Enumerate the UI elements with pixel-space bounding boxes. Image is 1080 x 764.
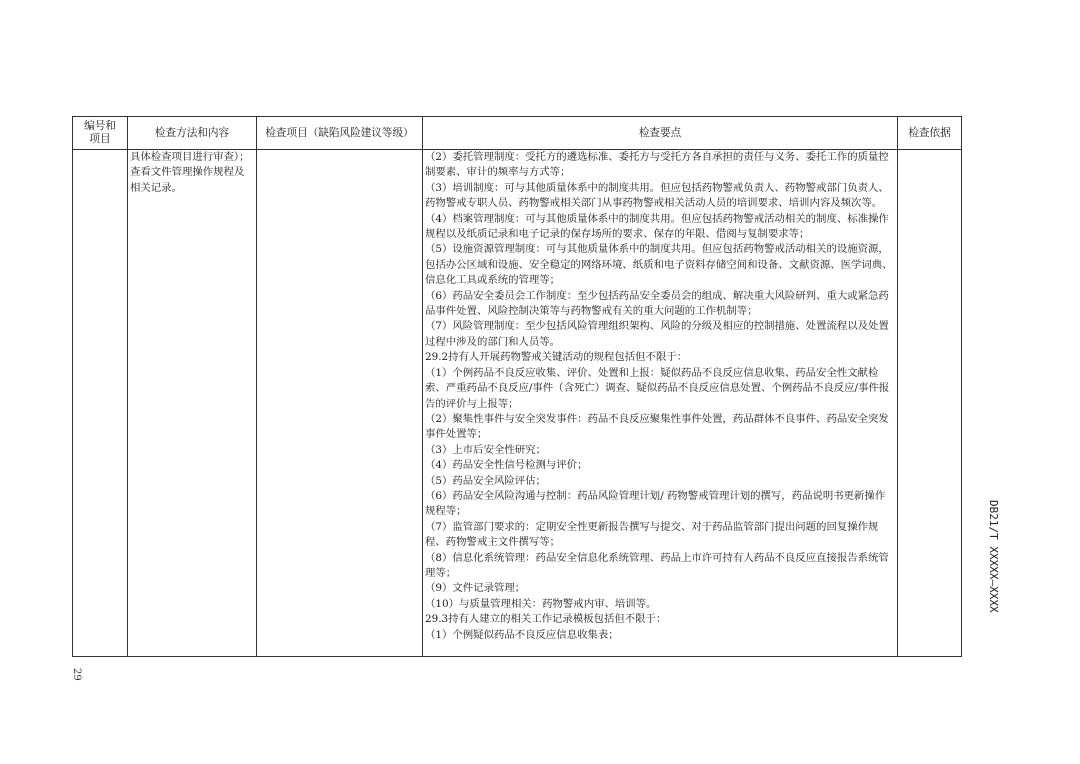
key-point: （4）档案管理制度：可与其他质量体系中的制度共用。但应包括药物警戒活动相关的制度、标准操作规程以及纸质记录和电子记录的保存场所的要求、保存的年限、借阅与复制要求等；	[425, 212, 889, 241]
cell-item	[257, 150, 423, 657]
key-point: （8）信息化系统管理：药品安全信息化系统管理、药品上市许可持有人药品不良反应直接报告系统管理等；	[425, 551, 889, 579]
inspection-table	[72, 116, 962, 657]
header-key-points: 检查要点	[423, 117, 898, 150]
key-point: （3）上市后安全性研究；	[425, 443, 546, 456]
key-point: （2）聚集性事件与安全突发事件：药品不良反应聚集性事件处置，药品群体不良事件、药品安全突发事件处置等；	[425, 412, 889, 441]
table-header-row	[73, 117, 962, 150]
key-point: （6）药品安全风险沟通与控制：药品风险管理计划/ 药物警戒管理计划的撰写，药品说明书更新操作规程等；	[425, 489, 886, 518]
key-point: （2）委托管理制度：受托方的遴选标准、委托方与受托方各自承担的责任与义务、委托工作的质量控制要素、审计的频率与方式等；	[425, 151, 889, 179]
cell-id	[73, 150, 128, 657]
key-point: （10）与质量管理相关：药物警戒内审、培训等。	[425, 597, 657, 610]
key-point: （5）药品安全风险评估；	[425, 474, 546, 487]
key-point: （1）个例疑似药品不良反应信息收集表；	[425, 628, 619, 641]
method-line: 查看文件管理操作规程及相关记录。	[130, 166, 245, 194]
key-point: （9）文件记录管理；	[425, 582, 526, 595]
key-point: （1）个例药品不良反应收集、评价、处置和上报：疑似药品不良反应信息收集、药品安全性文献检索、严重药品不良反应/事件（含死亡）调查、疑似药品不良反应信息处置、个例药品不良反应/事件报告的评价与上报等；	[425, 366, 890, 410]
header-id: 编号和项目	[73, 117, 128, 150]
header-item: 检查项目（缺陷风险建议等级）	[257, 117, 423, 150]
key-point: （4）药品安全性信号检测与评价；	[425, 459, 588, 472]
key-point: （5）设施资源管理制度：可与其他质量体系中的制度共用。但应包括药物警戒活动相关的设施资源，包括办公区域和设施、安全稳定的网络环境、纸质和电子资料存储空间和设备、文献资源、医学词典、信息化工具或系统的管理等；	[425, 243, 893, 287]
method-line: 具体检查项目进行审查）；	[130, 151, 250, 163]
table-row	[73, 150, 962, 657]
key-point: 29.3持有人建立的相关工作记录模板包括但不限于：	[425, 613, 667, 626]
document-code: DB21/T XXXXX—XXXX	[987, 500, 1000, 613]
cell-key-points	[423, 150, 898, 657]
key-point: 29.2持有人开展药物警戒关键活动的规程包括但不限于：	[425, 351, 688, 364]
cell-basis	[898, 150, 962, 657]
header-method: 检查方法和内容	[128, 117, 257, 150]
key-point: （3）培训制度：可与其他质量体系中的制度共用。但应包括药物警戒负责人、药物警戒部门负责人、药物警戒专职人员、药物警戒相关部门从事药物警戒相关活动人员的培训要求、培训内容及频次等。	[425, 181, 889, 210]
key-point: （7）监管部门要求的：定期安全性更新报告撰写与提交、对于药品监管部门提出问题的回复操作规程、药物警戒主文件撰写等；	[425, 520, 879, 549]
key-point: （6）药品安全委员会工作制度：至少包括药品安全委员会的组成、解决重大风险研判、重大或紧急药品事件处置、风险控制决策等与药物警戒有关的重大问题的工作机制等；	[425, 289, 889, 318]
page-number: 29	[71, 668, 82, 681]
key-point: （7）风险管理制度：至少包括风险管理组织架构、风险的分级及相应的控制措施、处置流程以及处置过程中涉及的部门和人员等。	[425, 320, 889, 348]
header-basis: 检查依据	[898, 117, 962, 150]
cell-method	[128, 150, 257, 657]
